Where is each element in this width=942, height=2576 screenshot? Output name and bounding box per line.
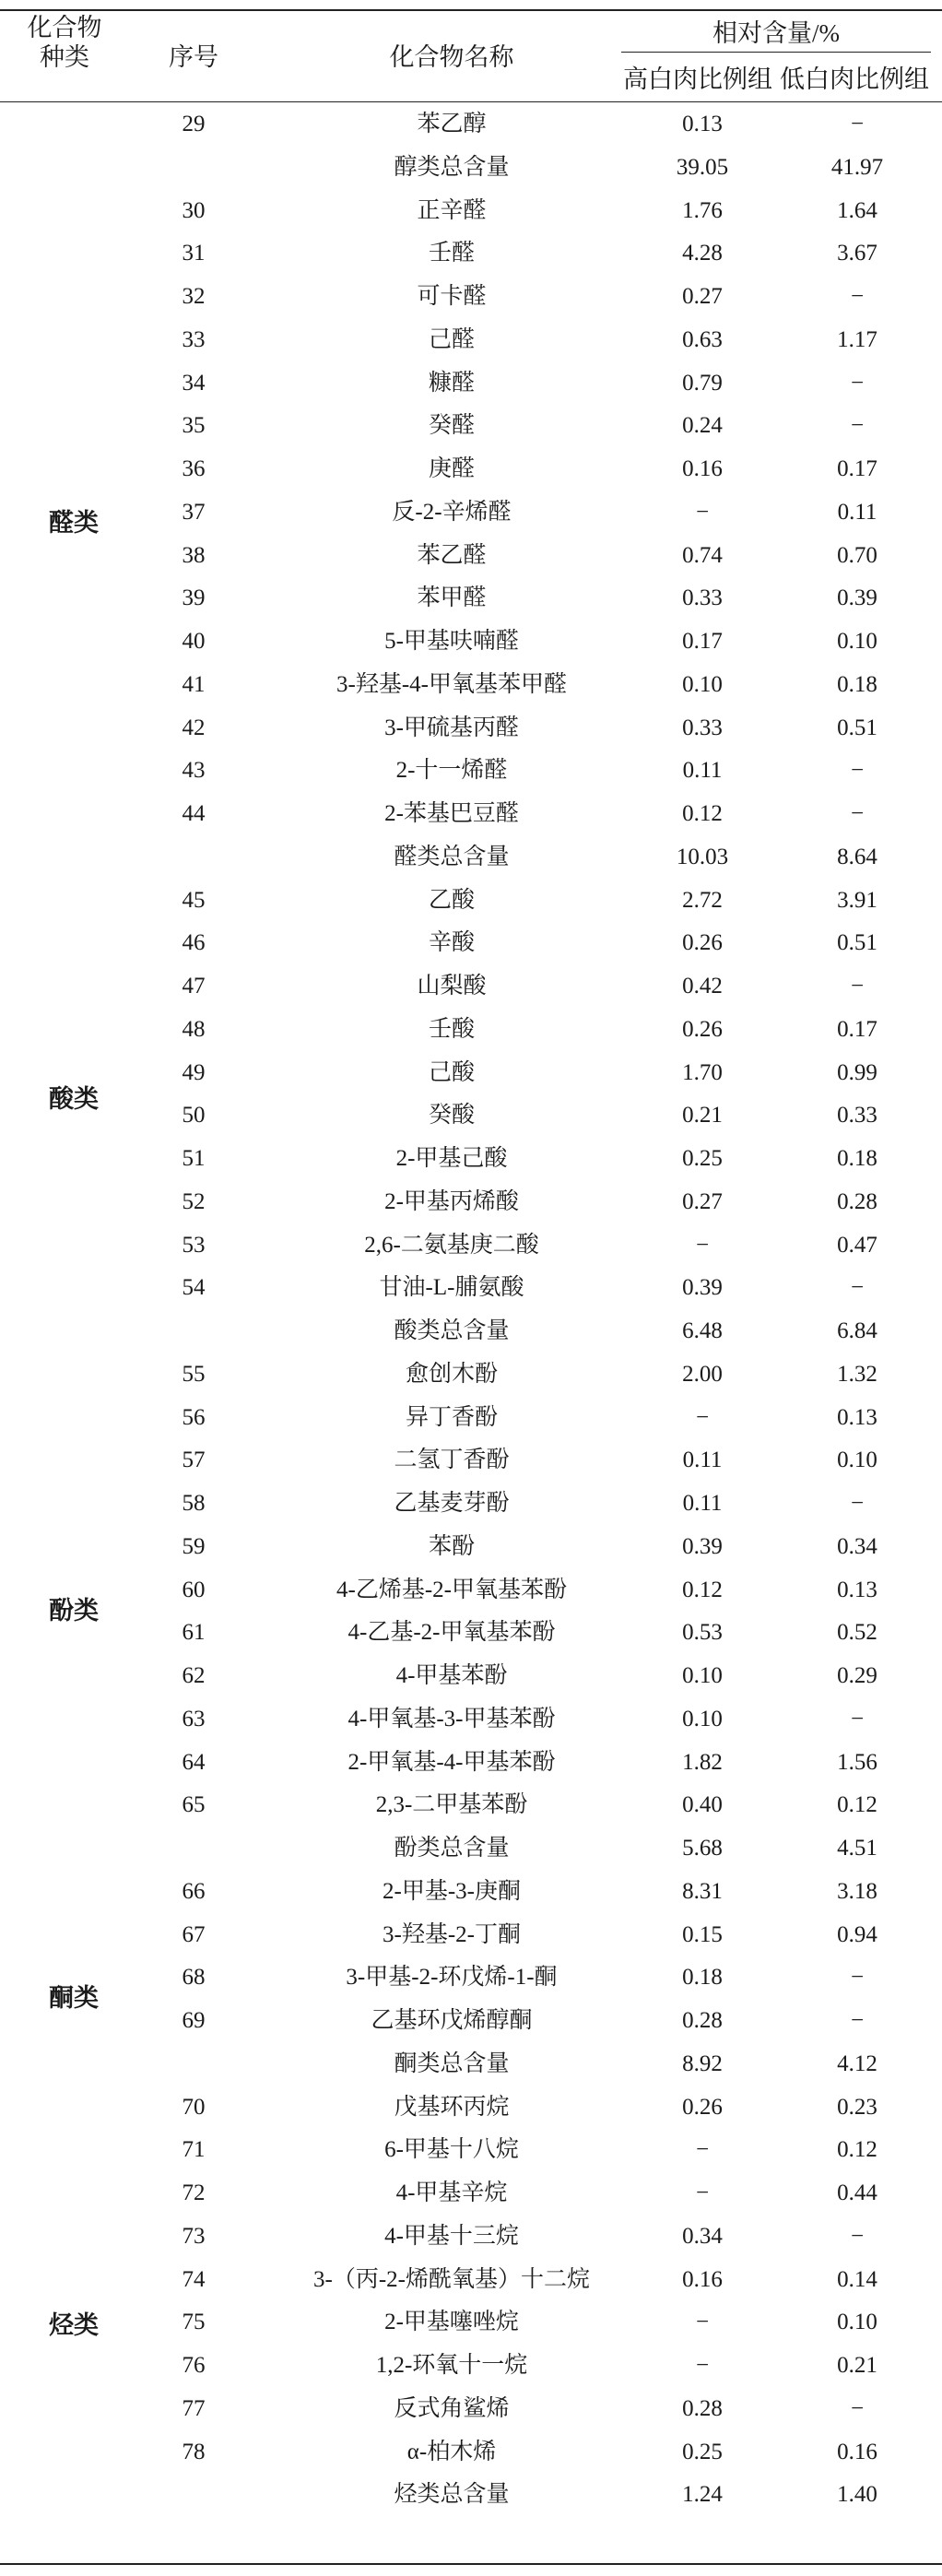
row-number: 30 [182, 197, 206, 223]
value-high-group: 0.17 [682, 629, 723, 654]
value-high-group: 0.16 [682, 2266, 723, 2292]
row-number: 39 [182, 585, 206, 611]
value-low-group: 3.67 [837, 241, 877, 266]
row-number: 49 [182, 1059, 206, 1085]
value-high-group: 0.79 [682, 370, 723, 396]
value-high-group: 1.82 [682, 1749, 723, 1775]
compound-name: 3-甲基-2-环戊烯-1-酮 [346, 1965, 558, 1991]
compound-name: 1,2-环氧十一烷 [375, 2353, 528, 2378]
value-high-group: 0.26 [682, 2094, 723, 2120]
table-row [0, 2129, 942, 2170]
value-low-group: 1.17 [837, 326, 877, 352]
table-row [0, 2388, 942, 2429]
compound-name: 苯乙醛 [417, 542, 487, 568]
table-row [0, 405, 942, 446]
table-row [0, 1526, 942, 1567]
row-number: 73 [182, 2223, 206, 2249]
value-low-group: − [850, 370, 865, 396]
row-number: 29 [182, 112, 206, 136]
table-row [0, 535, 942, 576]
value-low-group: 3.18 [837, 1878, 877, 1904]
subtotal-row [0, 2043, 942, 2085]
value-low-group: 1.32 [837, 1361, 877, 1387]
compound-name: 4-甲基十三烷 [384, 2223, 519, 2249]
subtotal-row [0, 2474, 942, 2515]
header-sub-rule [621, 52, 931, 53]
value-low-group: 0.14 [837, 2266, 877, 2292]
value-high-group: − [695, 2353, 710, 2378]
value-low-group: 4.12 [837, 2050, 877, 2076]
value-low-group: 41.97 [830, 154, 884, 180]
row-number: 65 [182, 1792, 206, 1818]
subtotal-row [0, 1827, 942, 1869]
table-row [0, 1009, 942, 1050]
value-low-group: 0.12 [837, 1792, 877, 1818]
compound-name: 戊基环丙烷 [394, 2094, 510, 2120]
compound-name: 5-甲基呋喃醛 [384, 629, 519, 654]
value-high-group: 0.16 [682, 456, 723, 481]
table-row [0, 793, 942, 834]
value-low-group: 0.13 [837, 1404, 877, 1430]
value-high-group: 0.15 [682, 1921, 723, 1947]
value-low-group: 0.52 [837, 1620, 877, 1646]
header-low-group: 低白肉比例组 [780, 65, 929, 93]
value-low-group: − [850, 1491, 865, 1516]
value-high-group: 0.34 [682, 2223, 723, 2249]
compound-name: 苯甲醛 [417, 585, 487, 611]
value-high-group: 0.18 [682, 1965, 723, 1991]
compound-name: 乙基环戊烯醇酮 [371, 2008, 533, 2033]
category-phenols: 酚类 [49, 1597, 99, 1625]
table-bottom-rule [0, 2563, 942, 2565]
row-number: 54 [182, 1275, 206, 1301]
value-high-group: − [695, 499, 710, 525]
value-high-group: 2.72 [682, 887, 723, 913]
compound-name: 乙酸 [428, 887, 475, 913]
compound-name: 2,3-二甲基苯酚 [375, 1792, 528, 1818]
value-low-group: 0.10 [837, 2310, 877, 2335]
row-number: 74 [182, 2266, 206, 2292]
value-low-group: 8.64 [837, 844, 877, 869]
value-high-group: 0.26 [682, 1016, 723, 1042]
compound-name: 醛类总含量 [394, 844, 510, 869]
compound-name: 癸醛 [428, 413, 475, 439]
value-low-group: − [850, 974, 865, 998]
value-low-group: 0.51 [837, 715, 877, 740]
value-high-group: 0.39 [682, 1275, 723, 1301]
value-low-group: 1.56 [837, 1749, 877, 1775]
value-low-group: − [850, 413, 865, 439]
value-low-group: 0.13 [837, 1577, 877, 1602]
table-row [0, 1956, 942, 1998]
subtotal-row [0, 1310, 942, 1352]
row-number: 35 [182, 413, 206, 439]
compound-name: 苯酚 [428, 1533, 475, 1559]
value-high-group: 2.00 [682, 1361, 723, 1387]
compound-name: 2-甲基-3-庚酮 [383, 1878, 521, 1904]
value-low-group: 0.51 [837, 930, 877, 956]
table-row [0, 620, 942, 662]
row-number: 34 [182, 370, 206, 396]
table-row [0, 2172, 942, 2214]
table-row [0, 1094, 942, 1136]
value-high-group: 0.28 [682, 2008, 723, 2033]
row-number: 72 [182, 2180, 206, 2205]
table-row [0, 2000, 942, 2041]
value-low-group: 0.21 [837, 2353, 877, 2378]
header-relative-content: 相对含量/% [712, 19, 840, 47]
compound-name: 苯乙醇 [417, 112, 487, 136]
row-number: 56 [182, 1404, 206, 1430]
value-high-group: 0.10 [682, 671, 723, 697]
table-row [0, 1483, 942, 1524]
compound-name: 2-甲基己酸 [395, 1146, 508, 1171]
value-high-group: 1.76 [682, 197, 723, 223]
table-row [0, 1742, 942, 1783]
compound-name: 酚类总含量 [394, 1836, 510, 1861]
table-row [0, 1612, 942, 1653]
value-low-group: 0.47 [837, 1232, 877, 1258]
table-row [0, 1267, 942, 1308]
table-row [0, 362, 942, 404]
compound-name: 3-（丙-2-烯酰氧基）十二烷 [313, 2266, 590, 2292]
table-row [0, 232, 942, 274]
row-number: 62 [182, 1663, 206, 1688]
compound-name: 可卡醛 [417, 284, 487, 309]
row-number [147, 836, 240, 878]
value-high-group: 0.28 [682, 2395, 723, 2421]
row-number: 31 [182, 241, 206, 266]
value-high-group: − [695, 2180, 710, 2205]
value-high-group: 0.12 [682, 801, 723, 826]
row-number: 52 [182, 1188, 206, 1214]
row-number: 75 [182, 2310, 206, 2335]
compound-name: 反-2-辛烯醛 [392, 499, 512, 525]
value-high-group: 0.25 [682, 1146, 723, 1171]
value-high-group: 6.48 [682, 1318, 723, 1343]
table-row [0, 1224, 942, 1266]
row-number: 76 [182, 2353, 206, 2378]
row-number: 64 [182, 1749, 206, 1775]
table-row [0, 707, 942, 749]
value-low-group: 6.84 [837, 1318, 877, 1343]
table-row [0, 2259, 942, 2300]
value-low-group: − [850, 1706, 865, 1731]
row-number: 67 [182, 1921, 206, 1947]
row-number: 61 [182, 1620, 206, 1646]
table-row [0, 319, 942, 360]
table-row [0, 664, 942, 705]
row-number [147, 147, 240, 188]
compound-name: 2-十一烯醛 [395, 758, 508, 784]
compound-name: 6-甲基十八烷 [384, 2137, 519, 2163]
value-high-group: 39.05 [676, 154, 729, 180]
row-number: 42 [182, 715, 206, 740]
row-number: 71 [182, 2137, 206, 2163]
value-high-group: 8.31 [682, 1878, 723, 1904]
compound-name: 二氢丁香酚 [394, 1448, 510, 1473]
value-low-group: 0.10 [837, 1448, 877, 1473]
value-low-group: 0.28 [837, 1188, 877, 1214]
value-high-group: 0.63 [682, 326, 723, 352]
row-number: 47 [182, 974, 206, 998]
category-hydrocarbons: 烃类 [49, 2311, 99, 2339]
category-ketones: 酮类 [49, 1984, 99, 2012]
header-category [0, 13, 129, 72]
table-row [0, 1569, 942, 1611]
table-row [0, 190, 942, 231]
table-row [0, 922, 942, 963]
value-high-group: 0.33 [682, 585, 723, 611]
row-number: 53 [182, 1232, 206, 1258]
value-high-group: 0.11 [682, 1491, 723, 1516]
value-low-group: 0.12 [837, 2137, 877, 2163]
value-low-group: 0.16 [837, 2439, 877, 2464]
compound-name: 酮类总含量 [394, 2050, 510, 2076]
table-row [0, 103, 942, 145]
value-low-group: 0.94 [837, 1921, 877, 1947]
compound-name: 异丁香酚 [405, 1404, 498, 1430]
value-low-group: 0.99 [837, 1059, 877, 1085]
value-low-group: − [850, 2008, 865, 2033]
row-number: 48 [182, 1016, 206, 1042]
row-number: 40 [182, 629, 206, 654]
value-low-group: 0.70 [837, 542, 877, 568]
value-high-group: 0.42 [682, 974, 723, 998]
row-number [147, 2043, 240, 2085]
value-high-group: 0.10 [682, 1706, 723, 1731]
table-row [0, 880, 942, 921]
compound-name: 烃类总含量 [394, 2482, 510, 2508]
compound-name: 己酸 [428, 1059, 475, 1085]
table-row [0, 276, 942, 317]
value-high-group: 0.74 [682, 542, 723, 568]
compound-name: 4-甲基辛烷 [395, 2180, 508, 2205]
value-low-group: − [850, 758, 865, 784]
table-row [0, 1871, 942, 1912]
row-number: 78 [182, 2439, 206, 2464]
compound-name: 2-甲氧基-4-甲基苯酚 [347, 1749, 556, 1775]
value-high-group: 0.25 [682, 2439, 723, 2464]
value-high-group: 0.27 [682, 1188, 723, 1214]
value-low-group: 4.51 [837, 1836, 877, 1861]
value-high-group: − [695, 2310, 710, 2335]
compound-name: 2-甲基丙烯酸 [384, 1188, 519, 1214]
row-number: 50 [182, 1103, 206, 1128]
compound-name: 2,6-二氨基庚二酸 [364, 1232, 539, 1258]
table-row [0, 1353, 942, 1395]
value-high-group: 10.03 [676, 844, 729, 869]
table-row [0, 1181, 942, 1223]
value-low-group: 0.17 [837, 1016, 877, 1042]
compound-name: 4-甲氧基-3-甲基苯酚 [347, 1706, 556, 1731]
value-high-group: 0.40 [682, 1792, 723, 1818]
table-row [0, 491, 942, 533]
table-row [0, 1698, 942, 1740]
compound-name: 己醛 [428, 326, 475, 352]
value-low-group: − [850, 801, 865, 826]
value-low-group: − [850, 2395, 865, 2421]
compound-name: 山梨酸 [417, 974, 487, 998]
row-number: 36 [182, 456, 206, 481]
row-number: 33 [182, 326, 206, 352]
value-high-group: 0.12 [682, 1577, 723, 1602]
row-number: 59 [182, 1533, 206, 1559]
subtotal-row [0, 836, 942, 878]
value-high-group: 0.39 [682, 1533, 723, 1559]
compound-name: 4-甲基苯酚 [395, 1663, 508, 1688]
compound-name: 4-乙烯基-2-甲氧基苯酚 [336, 1577, 567, 1602]
header-bottom-rule [0, 101, 942, 102]
value-low-group: − [850, 1275, 865, 1301]
compound-name: α-柏木烯 [406, 2439, 497, 2464]
compound-name: 酸类总含量 [394, 1318, 510, 1343]
value-high-group: − [695, 2137, 710, 2163]
value-high-group: − [695, 1232, 710, 1258]
value-low-group: − [850, 284, 865, 309]
compound-name: 3-羟基-4-甲氧基苯甲醛 [336, 671, 567, 697]
value-high-group: 4.28 [682, 241, 723, 266]
compound-name: 醇类总含量 [394, 154, 510, 180]
value-low-group: 0.18 [837, 671, 877, 697]
header-compound-name: 化合物名称 [389, 43, 514, 71]
value-low-group: − [850, 1965, 865, 1991]
compound-name: 壬酸 [428, 1016, 475, 1042]
table-row [0, 1655, 942, 1696]
row-number: 68 [182, 1965, 206, 1991]
value-high-group: 0.10 [682, 1663, 723, 1688]
value-low-group: 0.11 [837, 499, 877, 525]
compound-name: 2-甲基噻唑烷 [384, 2310, 519, 2335]
value-low-group: 0.33 [837, 1103, 877, 1128]
value-high-group: − [695, 1404, 710, 1430]
value-low-group: 0.18 [837, 1146, 877, 1171]
table-row [0, 1439, 942, 1481]
row-number: 46 [182, 930, 206, 956]
row-number: 58 [182, 1491, 206, 1516]
compound-name: 壬醛 [428, 241, 475, 266]
row-number: 44 [182, 801, 206, 826]
row-number: 45 [182, 887, 206, 913]
category-acids: 酸类 [49, 1085, 99, 1113]
row-number: 41 [182, 671, 206, 697]
value-high-group: 5.68 [682, 1836, 723, 1861]
value-low-group: − [850, 2223, 865, 2249]
value-high-group: 0.11 [682, 1448, 723, 1473]
compound-name: 愈创木酚 [405, 1361, 498, 1387]
row-number: 51 [182, 1146, 206, 1171]
compound-name: 3-甲硫基丙醛 [384, 715, 519, 740]
compound-name: 4-乙基-2-甲氧基苯酚 [347, 1620, 556, 1646]
table-row [0, 1052, 942, 1093]
compound-name: 糠醛 [428, 370, 475, 396]
value-high-group: 0.21 [682, 1103, 723, 1128]
compound-name: 辛酸 [428, 930, 475, 956]
compound-name: 3-羟基-2-丁酮 [383, 1921, 521, 1947]
header-high-group: 高白肉比例组 [623, 65, 772, 93]
table-row [0, 2345, 942, 2386]
value-high-group: 0.27 [682, 284, 723, 309]
value-high-group: 1.70 [682, 1059, 723, 1085]
row-number [147, 1310, 240, 1352]
table-row [0, 1397, 942, 1438]
table-row [0, 2086, 942, 2128]
table-row [0, 577, 942, 619]
value-low-group: 0.39 [837, 585, 877, 611]
value-low-group: 0.34 [837, 1533, 877, 1559]
table-row [0, 1784, 942, 1826]
table-top-rule [0, 9, 942, 11]
row-number: 57 [182, 1448, 206, 1473]
row-number: 38 [182, 542, 206, 568]
table-row [0, 2431, 942, 2473]
table-row [0, 448, 942, 490]
compound-name: 反式角鲨烯 [394, 2395, 510, 2421]
compound-name: 乙基麦芽酚 [394, 1491, 510, 1516]
row-number [147, 2474, 240, 2515]
value-high-group: 0.26 [682, 930, 723, 956]
value-low-group: 1.40 [837, 2482, 877, 2508]
header-category-line2: 种类 [40, 43, 89, 71]
row-number: 63 [182, 1706, 206, 1731]
value-high-group: 1.24 [682, 2482, 723, 2508]
value-high-group: 0.13 [682, 112, 723, 136]
row-number: 32 [182, 284, 206, 309]
value-low-group: 0.10 [837, 629, 877, 654]
compound-name: 正辛醛 [417, 197, 487, 223]
row-number: 43 [182, 758, 206, 784]
row-number: 37 [182, 499, 206, 525]
row-number: 55 [182, 1361, 206, 1387]
value-high-group: 0.33 [682, 715, 723, 740]
compound-name: 甘油-L-脯氨酸 [379, 1275, 524, 1301]
row-number [147, 1827, 240, 1869]
table-row [0, 1914, 942, 1956]
value-low-group: 0.23 [837, 2094, 877, 2120]
subtotal-row [0, 147, 942, 188]
value-high-group: 8.92 [682, 2050, 723, 2076]
row-number: 69 [182, 2008, 206, 2033]
table-row [0, 750, 942, 791]
header-category-line1: 化合物 [27, 14, 102, 41]
header-number: 序号 [169, 43, 218, 71]
value-low-group: 0.44 [837, 2180, 877, 2205]
table-row [0, 965, 942, 1007]
compound-name: 癸酸 [428, 1103, 475, 1128]
value-low-group: 1.64 [837, 197, 877, 223]
value-low-group: 0.17 [837, 456, 877, 481]
value-low-group: 3.91 [837, 887, 877, 913]
value-low-group: 0.29 [837, 1663, 877, 1688]
table-row [0, 2216, 942, 2257]
value-low-group: − [850, 112, 865, 136]
row-number: 70 [182, 2094, 206, 2120]
compound-name: 2-苯基巴豆醛 [384, 801, 519, 826]
row-number: 77 [182, 2395, 206, 2421]
table-row [0, 1138, 942, 1179]
value-high-group: 0.53 [682, 1620, 723, 1646]
compound-name: 庚醛 [428, 456, 475, 481]
value-high-group: 0.11 [682, 758, 723, 784]
value-high-group: 0.24 [682, 413, 723, 439]
row-number: 66 [182, 1878, 206, 1904]
table-row [0, 2301, 942, 2343]
category-aldehydes: 醛类 [49, 509, 99, 537]
row-number: 60 [182, 1577, 206, 1602]
